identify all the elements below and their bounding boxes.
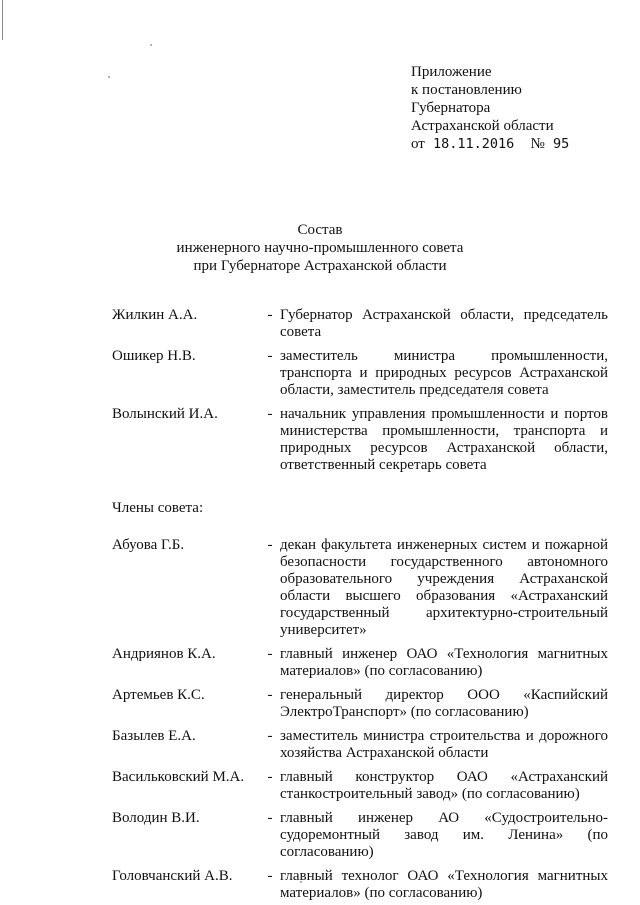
member-name: Володин В.И. <box>112 810 200 826</box>
number-value: 95 <box>553 136 570 152</box>
member-position: Губернатор Астраханской области, председатель совета <box>280 307 608 340</box>
appendix-line: к постановлению <box>411 82 522 98</box>
appendix-line: Приложение <box>411 64 492 80</box>
appendix-block <box>411 63 569 153</box>
member-dash: - <box>267 769 273 785</box>
member-row <box>112 307 608 341</box>
member-dash: - <box>267 307 273 323</box>
scan-edge-mark <box>2 0 3 40</box>
member-name: Андриянов К.А. <box>112 646 216 662</box>
member-row <box>112 406 608 474</box>
member-row <box>112 687 608 721</box>
member-position: главный инженер АО «Судостроительно-судоремонтный завод им. Ленина» (по согласованию) <box>280 810 608 860</box>
number-label: № <box>530 136 545 152</box>
member-position: главный технолог ОАО «Технология магнитных материалов» (по согласованию) <box>280 868 608 901</box>
members-label: Члены совета: <box>112 500 204 516</box>
member-position: главный инженер ОАО «Технология магнитных материалов» (по согласованию) <box>280 646 608 679</box>
member-dash: - <box>267 537 273 553</box>
member-dash: - <box>267 868 273 884</box>
member-dash: - <box>267 810 273 826</box>
member-position: декан факультета инженерных систем и пожарной безопасности государственного автономного образовательного учреждения Астраханской области высшего образования «Астраханский государственный архитектурно-строительный университет» <box>280 537 608 638</box>
member-name: Абуова Г.Б. <box>112 537 185 553</box>
member-position: заместитель министра промышленности, транспорта и природных ресурсов Астраханской области, заместитель председателя совета <box>280 348 608 398</box>
member-name: Волынский И.А. <box>112 406 218 422</box>
member-name: Жилкин А.А. <box>112 307 198 323</box>
title-line: Состав <box>297 222 343 238</box>
member-row <box>112 646 608 680</box>
scan-speck <box>108 76 110 78</box>
title-line: инженерного научно-промышленного совета <box>176 240 464 256</box>
document-title <box>0 221 640 275</box>
member-name: Васильковский М.А. <box>112 769 245 785</box>
member-name: Базылев Е.А. <box>112 728 196 744</box>
council-composition <box>112 307 608 902</box>
member-row <box>112 728 608 762</box>
member-position: заместитель министра строительства и дорожного хозяйства Астраханской области <box>280 728 608 761</box>
member-name: Артемьев К.С. <box>112 687 205 703</box>
member-dash: - <box>267 406 273 422</box>
appendix-date-line <box>411 135 569 153</box>
member-name: Ошикер Н.В. <box>112 348 196 364</box>
member-row <box>112 868 608 902</box>
member-row <box>112 348 608 399</box>
appendix-line: Астраханской области <box>411 118 554 134</box>
member-position: начальник управления промышленности и портов министерства промышленности, транспорта и природных ресурсов Астраханской области, ответственный секретарь совета <box>280 406 608 473</box>
member-dash: - <box>267 687 273 703</box>
member-dash: - <box>267 348 273 364</box>
title-line: при Губернаторе Астраханской области <box>193 258 447 274</box>
member-name: Головчанский А.В. <box>112 868 233 884</box>
appendix-line: Губернатора <box>411 100 491 116</box>
member-row <box>112 810 608 861</box>
member-position: главный конструктор ОАО «Астраханский станкостроительный завод» (по согласованию) <box>280 769 608 802</box>
member-row <box>112 537 608 639</box>
member-row <box>112 769 608 803</box>
date-label: от <box>411 136 425 152</box>
date-value: 18.11.2016 <box>433 136 515 152</box>
member-position: генеральный директор ООО «Каспийский ЭлектроТранспорт» (по согласованию) <box>280 687 608 720</box>
member-dash: - <box>267 728 273 744</box>
member-dash: - <box>267 646 273 662</box>
scan-speck <box>150 44 152 46</box>
